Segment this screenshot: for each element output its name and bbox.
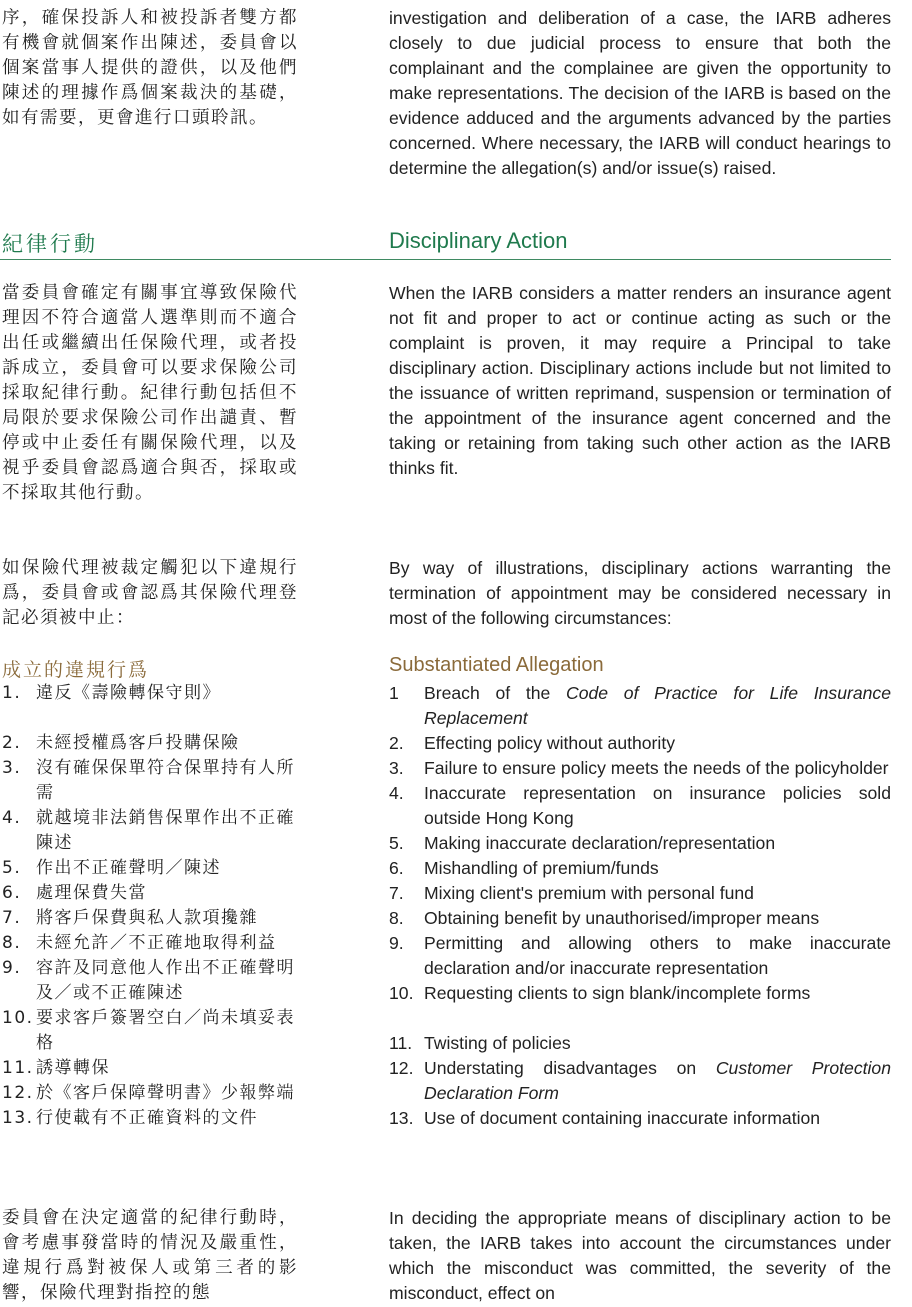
- list-item: [389, 981, 891, 1031]
- list-text: Failure to ensure policy meets the needs of the policyholder: [424, 758, 889, 778]
- list-item: [2, 681, 298, 731]
- list-item: [389, 756, 891, 781]
- list-item: [389, 1031, 891, 1056]
- list-number: 8.: [389, 908, 404, 928]
- intro-paragraph-zh: 序，確保投訴人和被投訴者雙方都有機會就個案作出陳述，委員會以個案當事人提供的證供，以及他們陳述的理據作爲個案裁決的基礎，如有需要，更會進行口頭聆訊。: [2, 8, 298, 128]
- list-text: 未經允許／不正確地取得利益: [36, 933, 277, 953]
- list-number: 8.: [2, 933, 22, 953]
- list-text: Obtaining benefit by unauthorised/improper means: [424, 908, 820, 928]
- list-item: [2, 881, 298, 906]
- list-item: [2, 1106, 298, 1131]
- illustration-text-zh: [2, 556, 298, 631]
- list-item: [2, 956, 298, 1006]
- list-number: 13.: [389, 1108, 414, 1128]
- illustration-text-en: [389, 556, 891, 631]
- list-text: Inaccurate representation on insurance policies sold outside Hong Kong: [424, 783, 891, 828]
- closing-text-en: [389, 1206, 891, 1306]
- list-number: 3.: [2, 758, 22, 778]
- list-item: [2, 756, 298, 806]
- allegation-title-en: Substantiated Allegation: [389, 654, 604, 676]
- list-number: 3.: [389, 758, 404, 778]
- list-text: 誘導轉保: [36, 1058, 110, 1078]
- list-number: 11.: [2, 1058, 34, 1078]
- list-item: [389, 906, 891, 931]
- list-text: 行使載有不正確資料的文件: [36, 1108, 258, 1128]
- list-number: 12.: [389, 1058, 414, 1078]
- declaration-form-title: Customer Protection Declaration Form: [424, 1058, 891, 1103]
- list-number: 9.: [389, 933, 404, 953]
- list-number: 5.: [389, 833, 404, 853]
- list-number: 5.: [2, 858, 22, 878]
- closing-paragraph-zh: 委員會在決定適當的紀律行動時，會考慮事發當時的情況及嚴重性，違規行爲對被保人或第三者的影響，保險代理對指控的態: [2, 1208, 298, 1303]
- list-number: 6.: [389, 858, 404, 878]
- list-number: 7.: [389, 883, 404, 903]
- list-item: [389, 831, 891, 856]
- list-number: 4.: [389, 783, 404, 803]
- list-text: Mixing client's premium with personal fund: [424, 883, 754, 903]
- list-item: [2, 731, 298, 756]
- list-number: 11.: [389, 1033, 413, 1053]
- list-item: [389, 781, 891, 831]
- list-item: [2, 856, 298, 881]
- list-text: 容許及同意他人作出不正確聲明及／或不正確陳述: [36, 958, 295, 1003]
- list-text: 將客戶保費與私人款項攙雜: [36, 908, 258, 928]
- code-of-practice-title: Code of Practice for Life Insurance Replacement: [424, 683, 892, 728]
- list-text: 於《客戶保障聲明書》少報弊端: [36, 1083, 295, 1103]
- list-text: 未經授權爲客戶投購保險: [36, 733, 240, 753]
- section-title-zh: 紀律行動: [2, 232, 98, 256]
- list-text: 處理保費失當: [36, 883, 147, 903]
- list-number: 10.: [389, 983, 414, 1003]
- allegation-list-en: [389, 681, 891, 1131]
- list-text-prefix: Breach of the: [424, 683, 567, 703]
- list-number: 10.: [2, 1008, 34, 1028]
- section-title-en: Disciplinary Action: [389, 228, 568, 253]
- list-text: Use of document containing inaccurate information: [424, 1108, 821, 1128]
- list-number: 13.: [2, 1108, 34, 1128]
- list-text: 就越境非法銷售保單作出不正確陳述: [36, 808, 295, 853]
- list-text-prefix: Understating disadvantages on: [424, 1058, 716, 1078]
- illustration-paragraph-zh: 如保險代理被裁定觸犯以下違規行爲，委員會或會認爲其保險代理登記必須被中止：: [2, 558, 298, 628]
- allegation-list-zh: [2, 681, 298, 1131]
- list-item: [2, 806, 298, 856]
- intro-text-zh: [2, 6, 298, 131]
- closing-text-zh: [2, 1206, 298, 1306]
- list-number: 4.: [2, 808, 22, 828]
- list-item: [389, 1056, 891, 1106]
- list-item: [2, 1056, 298, 1081]
- intro-text-en: [389, 6, 891, 181]
- list-item: [389, 681, 891, 731]
- list-number: 9.: [2, 958, 22, 978]
- list-text: Making inaccurate declaration/representation: [424, 833, 776, 853]
- list-number: 7.: [2, 908, 22, 928]
- disciplinary-text-zh: [2, 281, 298, 506]
- list-text: 沒有確保保單符合保單持有人所需: [36, 758, 295, 803]
- list-item: [2, 906, 298, 931]
- list-number: 2.: [2, 733, 22, 753]
- list-text: 作出不正確聲明／陳述: [36, 858, 221, 878]
- disciplinary-text-en: [389, 281, 891, 481]
- list-item: [389, 731, 891, 756]
- list-number: 1.: [2, 683, 22, 703]
- disciplinary-paragraph-en: When the IARB considers a matter renders an insurance agent not fit and proper to act or continue acting as such or the complaint is proven, it may require a Principal to take disciplinary action. Disciplinary actions include but not limited to the issuance of written reprimand, suspension or termination of the appointment of the insurance agent concerned and the taking or retaining from taking such other action as the IARB thinks fit.: [389, 283, 891, 478]
- list-item: [2, 931, 298, 956]
- list-item: [389, 856, 891, 881]
- list-number: 1: [389, 683, 399, 703]
- allegation-title-zh: 成立的違規行爲: [2, 659, 150, 681]
- list-text: Effecting policy without authority: [424, 733, 676, 753]
- intro-paragraph-en: investigation and deliberation of a case, the IARB adheres closely to due judicial process to ensure that both the complainant and the complainee are given the opportunity to make representations. The decision of the IARB is based on the evidence adduced and the arguments advanced by the parties concerned. Where necessary, the IARB will conduct hearings to determine the allegation(s) and/or issue(s) raised.: [389, 8, 891, 178]
- list-item: [389, 881, 891, 906]
- illustration-paragraph-en: By way of illustrations, disciplinary actions warranting the termination of appointment may be considered necessary in most of the following circumstances:: [389, 558, 891, 628]
- list-text: Permitting and allowing others to make inaccurate declaration and/or inaccurate representation: [424, 933, 891, 978]
- list-text: 違反《壽險轉保守則》: [36, 683, 221, 703]
- list-number: 12.: [2, 1083, 34, 1103]
- list-item: [389, 931, 891, 981]
- list-item: [2, 1006, 298, 1056]
- section-divider: [0, 259, 891, 260]
- list-number: 2.: [389, 733, 404, 753]
- list-item: [2, 1081, 298, 1106]
- list-text: Mishandling of premium/funds: [424, 858, 659, 878]
- disciplinary-paragraph-zh: 當委員會確定有關事宜導致保險代理因不符合適當人選準則而不適合出任或繼續出任保險代理，或者投訴成立，委員會可以要求保險公司採取紀律行動。紀律行動包括但不局限於要求保險公司作出譴責、暫停或中止委任有關保險代理，以及視乎委員會認爲適合與否，採取或不採取其他行動。: [2, 283, 298, 503]
- list-text: Twisting of policies: [424, 1033, 571, 1053]
- list-text: 要求客戶簽署空白／尚未填妥表格: [36, 1008, 295, 1053]
- closing-paragraph-en: In deciding the appropriate means of disciplinary action to be taken, the IARB takes into account the circumstances under which the misconduct was committed, the severity of the misconduct, effect on: [389, 1208, 891, 1303]
- list-number: 6.: [2, 883, 22, 903]
- list-text: Requesting clients to sign blank/incomplete forms: [424, 983, 811, 1003]
- list-item: [389, 1106, 891, 1131]
